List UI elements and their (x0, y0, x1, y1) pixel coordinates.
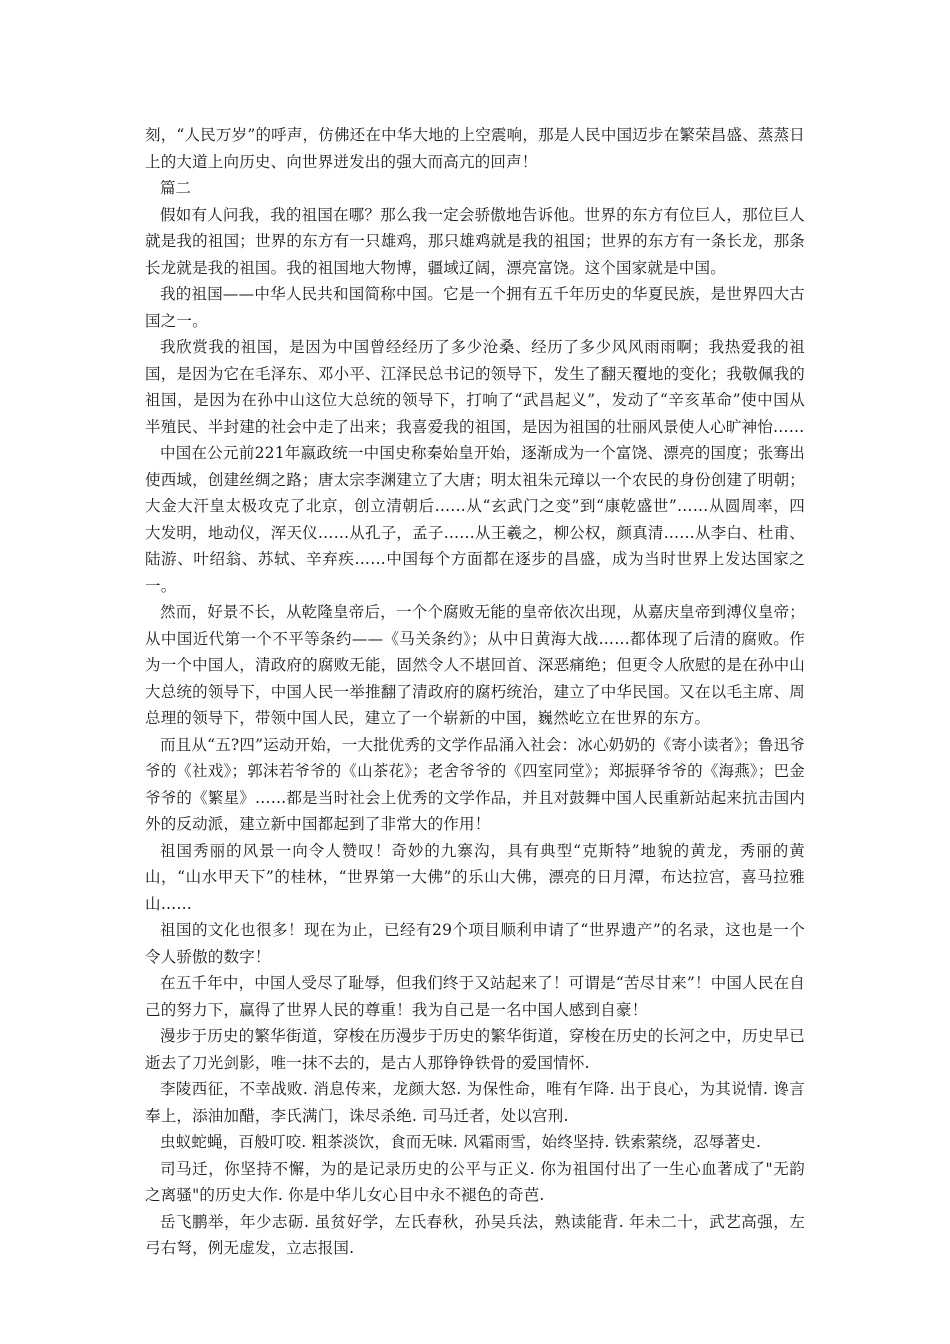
paragraph: 然而，好景不长，从乾隆皇帝后，一个个腐败无能的皇帝依次出现，从嘉庆皇帝到溥仪皇帝；从中国近代第一个不平等条约——《马关条约》；从中日黄海大战……都体现了后清的腐败。作为一个中国人，清政府的腐败无能，固然令人不堪回首、深恶痛绝；但更令人欣慰的是在孙中山大总统的领导下，中国人民一举推翻了清政府的腐朽统治，建立了中华民国。又在以毛主席、周总理的领导下，带领中国人民，建立了一个崭新的中国，巍然屹立在世界的东方。 (145, 603, 805, 727)
paragraph: 岳飞鹏举，年少志砺. 虽贫好学，左氏春秋，孙吴兵法，熟读能背. 年未二十，武艺高强，左弓右弩，例无虚发，立志报国. (145, 1212, 805, 1257)
paragraph: 司马迁，你坚持不懈，为的是记录历史的公平与正义. 你为祖国付出了一生心血著成了"无韵之离骚"的历史大作. 你是中华儿女心目中永不褪色的奇芭. (145, 1159, 805, 1204)
paragraph: 在五千年中，中国人受尽了耻辱，但我们终于又站起来了！可谓是“苦尽甘来”！中国人民在自己的努力下，赢得了世界人民的尊重！我为自己是一名中国人感到自豪！ (145, 974, 805, 1019)
section-heading: 篇二 (160, 179, 192, 197)
paragraph: 我欣赏我的祖国，是因为中国曾经经历了多少沧桑、经历了多少风风雨雨啊；我热爱我的祖国，是因为它在毛泽东、邓小平、江泽民总书记的领导下，发生了翻天覆地的变化；我敬佩我的祖国，是因为在孙中山这位大总统的领导下，打响了“武昌起义”，发动了“辛亥革命”使中国从半殖民、半封建的社会中走了出来；我喜爱我的祖国，是因为祖国的壮丽风景使人心旷神怡…… (145, 338, 805, 436)
paragraph: 祖国秀丽的风景一向令人赞叹！奇妙的九寨沟，具有典型“克斯特”地貌的黄龙，秀丽的黄山，“山水甲天下”的桂林，“世界第一大佛”的乐山大佛，漂亮的日月潭，布达拉宫，喜马拉雅山…… (145, 841, 805, 913)
paragraph: 祖国的文化也很多！现在为止，已经有29个项目顺利申请了“世界遗产”的名录，这也是一个令人骄傲的数字！ (145, 921, 805, 966)
paragraph: 而且从“五?四”运动开始，一大批优秀的文学作品涌入社会：冰心奶奶的《寄小读者》；鲁迅爷爷的《社戏》；郭沫若爷爷的《山茶花》；老舍爷爷的《四室同堂》；郑振驿爷爷的《海燕》；巴金爷爷的《繁星》……都是当时社会上优秀的文学作品，并且对鼓舞中国人民重新站起来抗击国内外的反动派，建立新中国都起到了非常大的作用！ (145, 735, 806, 833)
paragraph: 假如有人问我，我的祖国在哪？那么我一定会骄傲地告诉他。世界的东方有位巨人，那位巨人就是我的祖国；世界的东方有一只雄鸡，那只雄鸡就是我的祖国；世界的东方有一条长龙，那条长龙就是我的祖国。我的祖国地大物博，疆域辽阔，漂亮富饶。这个国家就是中国。 (145, 205, 805, 277)
document-page (145, 122, 805, 1262)
paragraph: 虫蚁蛇蝇，百般叮咬. 粗茶淡饮，食而无味. 风霜雨雪，始终坚持. 铁索萦绕，忍辱著史. (160, 1133, 762, 1151)
paragraph: 李陵西征，不幸战败. 消息传来，龙颜大怒. 为保性命，唯有乍降. 出于良心，为其说情. 谗言奉上，添油加醋，李氏满门，诛尽杀绝. 司马迁者，处以宫刑. (145, 1080, 805, 1125)
paragraph-continued: 刻，“人民万岁”的呼声，仿佛还在中华大地的上空震响，那是人民中国迈步在繁荣昌盛、蒸蒸日上的大道上向历史、向世界迸发出的强大而高亢的回声！ (145, 126, 805, 171)
paragraph: 漫步于历史的繁华街道，穿梭在历漫步于历史的繁华街道，穿梭在历史的长河之中，历史早已逝去了刀光剑影，唯一抹不去的，是古人那铮铮铁骨的爱国情怀. (145, 1027, 805, 1072)
paragraph: 我的祖国——中华人民共和国简称中国。它是一个拥有五千年历史的华夏民族，是世界四大古国之一。 (145, 285, 805, 330)
paragraph: 中国在公元前221年嬴政统一中国史称秦始皇开始，逐渐成为一个富饶、漂亮的国度；张骞出使西域，创建丝绸之路；唐太宗李渊建立了大唐；明太祖朱元璋以一个农民的身份创建了明朝；大金大汗皇太极攻克了北京，创立清朝后……从“玄武门之变”到“康乾盛世”……从圆周率，四大发明，地动仪，浑天仪……从孔子，孟子……从王羲之，柳公权，颜真清……从李白、杜甫、陆游、叶绍翁、苏轼、辛弃疾……中国每个方面都在逐步的昌盛，成为当时世界上发达国家之一。 (145, 444, 805, 595)
